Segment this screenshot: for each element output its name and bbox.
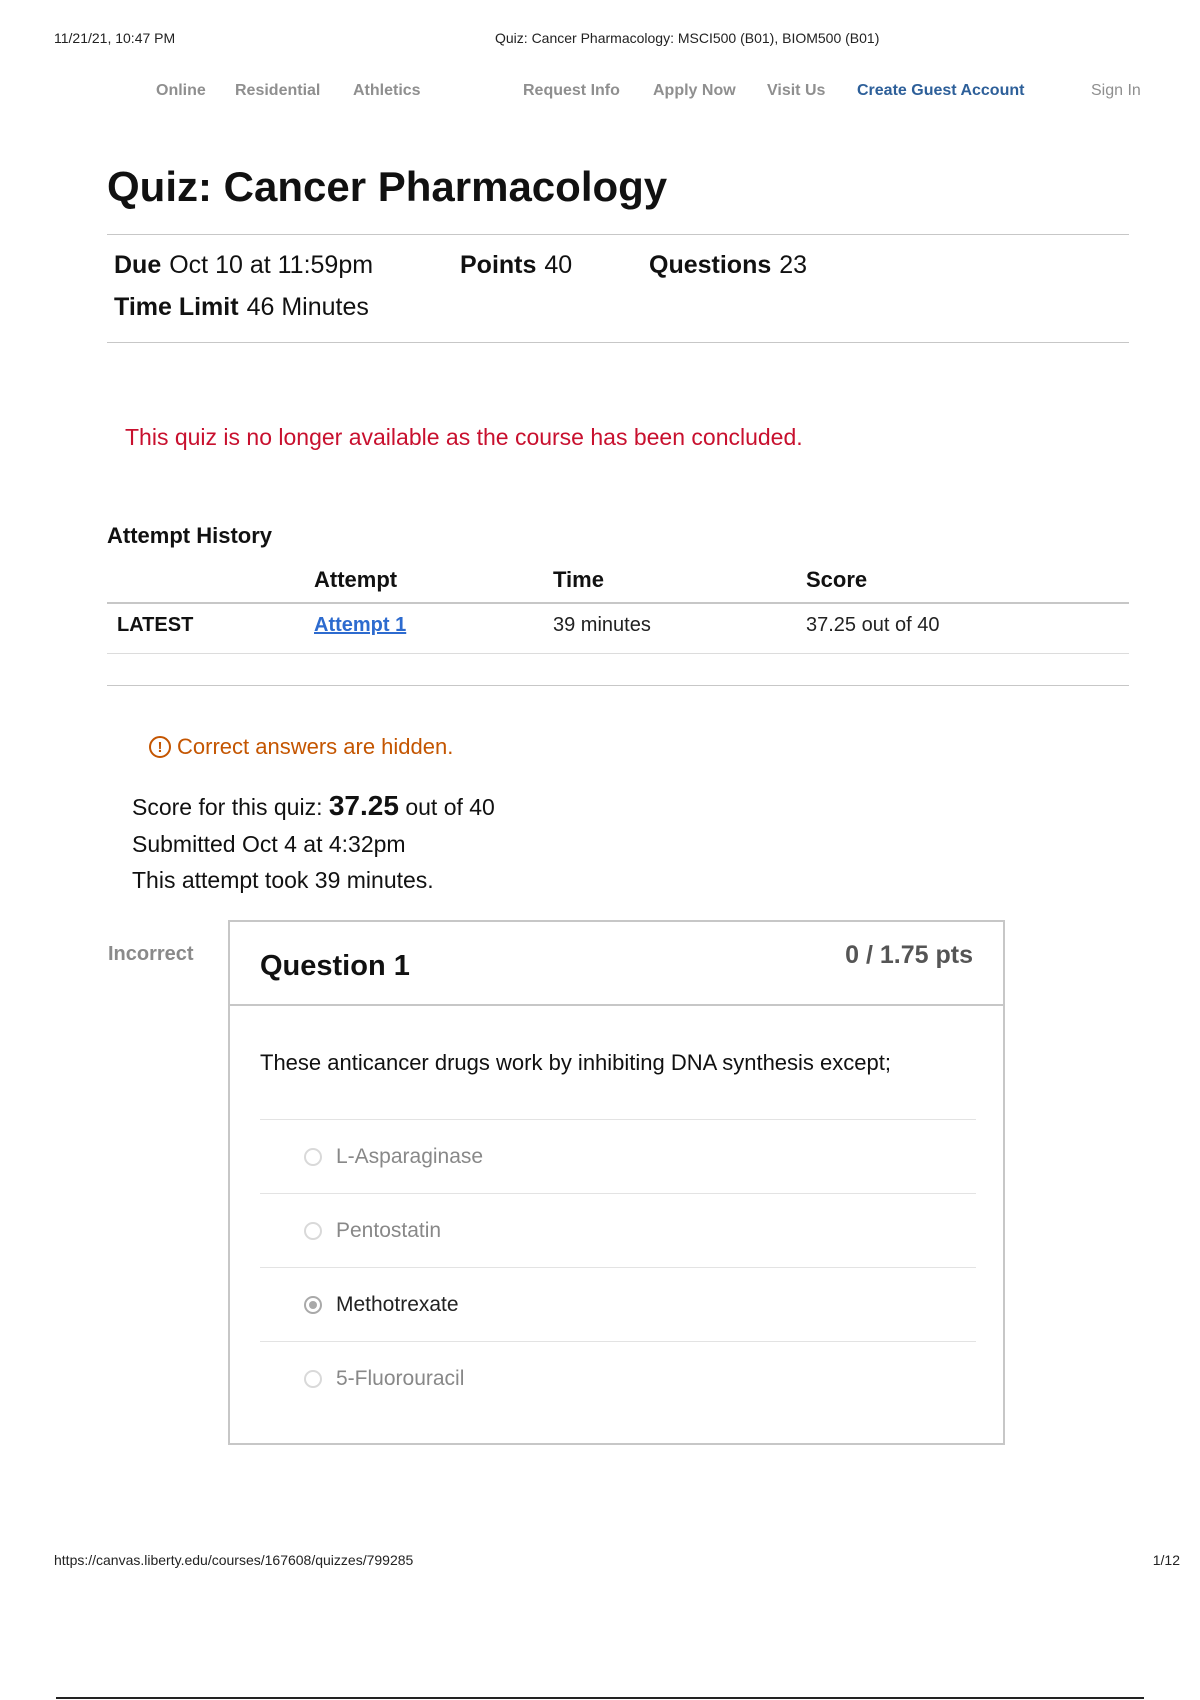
- answer-label: Pentostatin: [336, 1219, 442, 1242]
- divider: [107, 342, 1129, 343]
- question-points: 0 / 1.75 pts: [845, 941, 973, 969]
- attempt-1-link[interactable]: Attempt 1: [314, 614, 407, 636]
- radio-button-icon[interactable]: [304, 1148, 322, 1166]
- question-title: Question 1: [260, 950, 410, 982]
- due-label: Due: [114, 251, 162, 279]
- column-header-time: Time: [553, 567, 604, 592]
- answer-option-selected[interactable]: [260, 1267, 976, 1342]
- page-title: Quiz: Cancer Pharmacology: [107, 163, 668, 210]
- table-row-rule: [107, 653, 1129, 654]
- nav-apply-now[interactable]: Apply Now: [653, 82, 736, 99]
- print-datetime: 11/21/21, 10:47 PM: [54, 30, 176, 46]
- quiz-score-line: [132, 790, 495, 822]
- bottom-divider: [56, 1697, 1144, 1699]
- questions-label: Questions: [649, 251, 772, 279]
- print-url: https://canvas.liberty.edu/courses/167608/quizzes/799285: [54, 1552, 414, 1568]
- nav-online[interactable]: Online: [156, 82, 206, 99]
- column-header-attempt: Attempt: [314, 567, 398, 592]
- radio-button-icon[interactable]: [304, 1222, 322, 1240]
- divider: [107, 234, 1129, 235]
- nav-request-info[interactable]: Request Info: [523, 82, 620, 99]
- submitted-time: Submitted Oct 4 at 4:32pm: [132, 831, 406, 857]
- answer-option[interactable]: [260, 1341, 976, 1416]
- print-page-number: 1/12: [1152, 1552, 1180, 1568]
- answer-label: 5-Fluorouracil: [336, 1367, 465, 1390]
- attempt-score: 37.25 out of 40: [806, 614, 940, 636]
- points-value: 40: [544, 251, 573, 279]
- attempt-time: 39 minutes: [553, 614, 651, 636]
- radio-button-icon[interactable]: [304, 1296, 322, 1314]
- nav-residential[interactable]: Residential: [235, 82, 321, 99]
- time-limit-label: Time Limit: [114, 293, 239, 321]
- nav-athletics[interactable]: Athletics: [353, 82, 421, 99]
- time-limit-value: 46 Minutes: [246, 293, 369, 321]
- questions-info: [649, 251, 807, 280]
- unavailable-message: This quiz is no longer available as the course has been concluded.: [125, 424, 803, 450]
- question-status-label: Incorrect: [108, 943, 194, 965]
- question-header: [230, 922, 1003, 1006]
- nav-create-guest-account[interactable]: Create Guest Account: [857, 82, 1025, 99]
- radio-button-icon[interactable]: [304, 1370, 322, 1388]
- attempt-history-heading: Attempt History: [107, 523, 273, 548]
- table-header-rule: [107, 602, 1129, 604]
- exclamation-circle-icon: !: [149, 736, 171, 758]
- hidden-note-text: Correct answers are hidden.: [177, 734, 454, 759]
- score-suffix: out of 40: [405, 794, 495, 820]
- answer-label: Methotrexate: [336, 1293, 459, 1316]
- due-info: [114, 251, 373, 280]
- attempt-duration: This attempt took 39 minutes.: [132, 867, 434, 893]
- points-label: Points: [460, 251, 537, 279]
- question-text: These anticancer drugs work by inhibiting DNA synthesis except;: [260, 1050, 891, 1075]
- correct-answers-hidden-note: [149, 734, 453, 760]
- points-info: [460, 251, 572, 280]
- answer-label: L-Asparaginase: [336, 1145, 484, 1168]
- nav-visit-us[interactable]: Visit Us: [767, 82, 826, 99]
- answer-option[interactable]: [260, 1193, 976, 1268]
- due-value: Oct 10 at 11:59pm: [169, 251, 374, 279]
- divider: [107, 685, 1129, 686]
- score-prefix: Score for this quiz:: [132, 794, 323, 820]
- answer-option[interactable]: [260, 1119, 976, 1194]
- column-header-score: Score: [806, 567, 868, 592]
- time-limit-info: [114, 293, 369, 322]
- attempt-tag-latest: LATEST: [117, 614, 194, 636]
- print-page-title: Quiz: Cancer Pharmacology: MSCI500 (B01), BIOM500 (B01): [495, 30, 880, 46]
- nav-sign-in[interactable]: Sign In: [1091, 82, 1141, 99]
- questions-value: 23: [779, 251, 808, 279]
- score-value: 37.25: [328, 790, 399, 821]
- question-card: [228, 920, 1005, 1445]
